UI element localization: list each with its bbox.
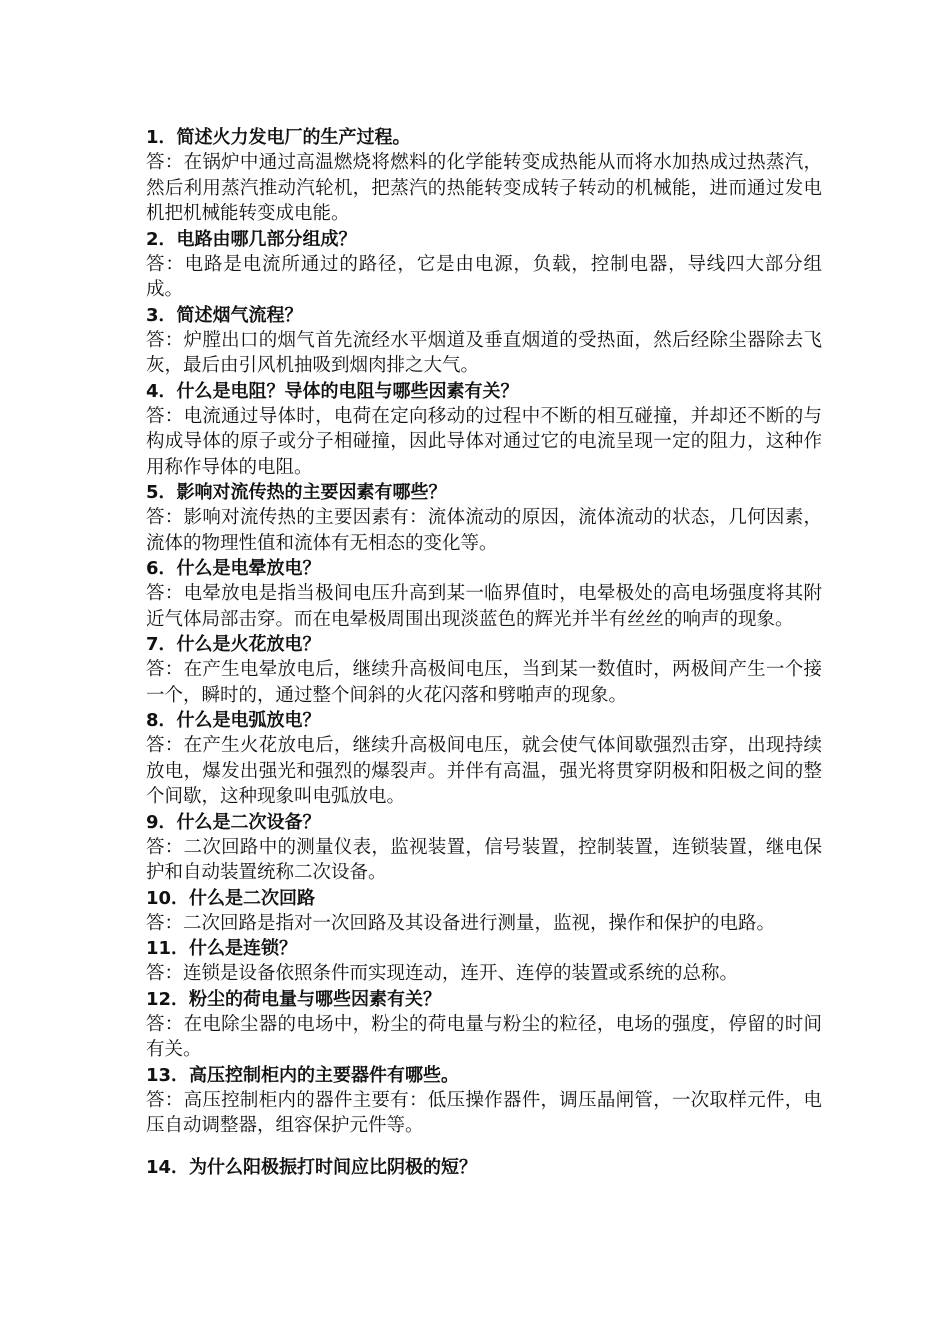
answer-13: 答：高压控制柜内的器件主要有：低压操作器件，调压晶闸管，一次取样元件，电压自动调整器，组容保护元件等。 <box>146 1089 822 1136</box>
qa-item-10 <box>146 886 822 937</box>
question-6: 6．什么是电晕放电？ <box>146 558 321 579</box>
answer-9: 答：二次回路中的测量仪表，监视装置，信号装置，控制装置，连锁装置，继电保护和自动装置统称二次设备。 <box>146 836 822 883</box>
question-8: 8．什么是电弧放电？ <box>146 710 321 731</box>
answer-11: 答：连锁是设备依照条件而实现连动，连开、连停的装置或系统的总称。 <box>146 963 739 984</box>
answer-1: 答：在锅炉中通过高温燃烧将燃料的化学能转变成热能从而将水加热成过热蒸汽，然后利用蒸汽推动汽轮机，把蒸汽的热能转变成转子转动的机械能，进而通过发电机把机械能转变成电能。 <box>146 152 822 224</box>
qa-item-9 <box>146 810 822 886</box>
qa-item-7 <box>146 632 822 708</box>
answer-10: 答：二次回路是指对一次回路及其设备进行测量，监视，操作和保护的电路。 <box>146 912 776 934</box>
question-2: 2．电路由哪几部分组成？ <box>146 228 357 250</box>
question-10: 10．什么是二次回路 <box>146 887 316 909</box>
question-11: 11．什么是连锁？ <box>146 938 298 959</box>
answer-6: 答：电晕放电是指当极间电压升高到某一临界值时，电晕极处的高电场强度将其附近气体局部击穿。而在电晕极周围出现淡蓝色的辉光并半有丝丝的响声的现象。 <box>146 583 822 630</box>
question-13: 13．高压控制柜内的主要器件有哪些。 <box>146 1064 460 1086</box>
answer-12: 答：在电除尘器的电场中，粉尘的荷电量与粉尘的粒径，电场的强度，停留的时间有关。 <box>146 1013 822 1060</box>
qa-item-6 <box>146 556 822 632</box>
qa-item-1 <box>146 125 822 227</box>
qa-item-5 <box>146 480 822 556</box>
answer-3: 答：炉膛出口的烟气首先流经水平烟道及垂直烟道的受热面，然后经除尘器除去飞灰，最后由引风机抽吸到烟肉排之大气。 <box>146 329 822 376</box>
answer-8: 答：在产生火花放电后，继续升高极间电压，就会使气体间歇强烈击穿，出现持续放电，爆发出强光和强烈的爆裂声。并伴有高温，强光将贯穿阴极和阳极之间的整个间歇，这种现象叫电弧放电。 <box>146 735 822 807</box>
qa-item-13 <box>146 1063 822 1139</box>
question-14: 14．为什么阳极振打时间应比阴极的短？ <box>146 1156 478 1178</box>
question-7: 7．什么是火花放电？ <box>146 634 321 655</box>
qa-item-12 <box>146 987 822 1063</box>
qa-list <box>146 125 822 1180</box>
answer-7: 答：在产生电晕放电后，继续升高极间电压，当到某一数值时，两极间产生一个接一个，瞬时的，通过整个间斜的火花闪落和劈啪声的现象。 <box>146 659 822 706</box>
question-12: 12．粉尘的荷电量与哪些因素有关？ <box>146 988 442 1010</box>
qa-item-3 <box>146 303 822 379</box>
qa-item-2 <box>146 227 822 303</box>
question-4: 4．什么是电阻？导体的电阻与哪些因素有关？ <box>146 380 519 402</box>
answer-4: 答：电流通过导体时，电荷在定向移动的过程中不断的相互碰撞，并却还不断的与构成导体的原子或分子相碰撞，因此导体对通过它的电流呈现一定的阻力，这种作用称作导体的电阻。 <box>146 405 822 478</box>
question-5: 5．影响对流传热的主要因素有哪些？ <box>146 482 447 503</box>
question-9: 9．什么是二次设备？ <box>146 811 321 833</box>
question-3: 3．简述烟气流程？ <box>146 304 303 326</box>
answer-5: 答：影响对流传热的主要因素有：流体流动的原因，流体流动的状态，几何因素，流体的物理性值和流体有无相态的变化等。 <box>146 507 822 554</box>
qa-item-14 <box>146 1155 822 1180</box>
question-1: 1．简述火力发电厂的生产过程。 <box>146 127 411 148</box>
qa-item-4 <box>146 379 822 481</box>
qa-item-11 <box>146 936 822 987</box>
qa-item-8 <box>146 708 822 810</box>
answer-2: 答：电路是电流所通过的路径，它是由电源，负载，控制电器，导线四大部分组成。 <box>146 253 822 300</box>
